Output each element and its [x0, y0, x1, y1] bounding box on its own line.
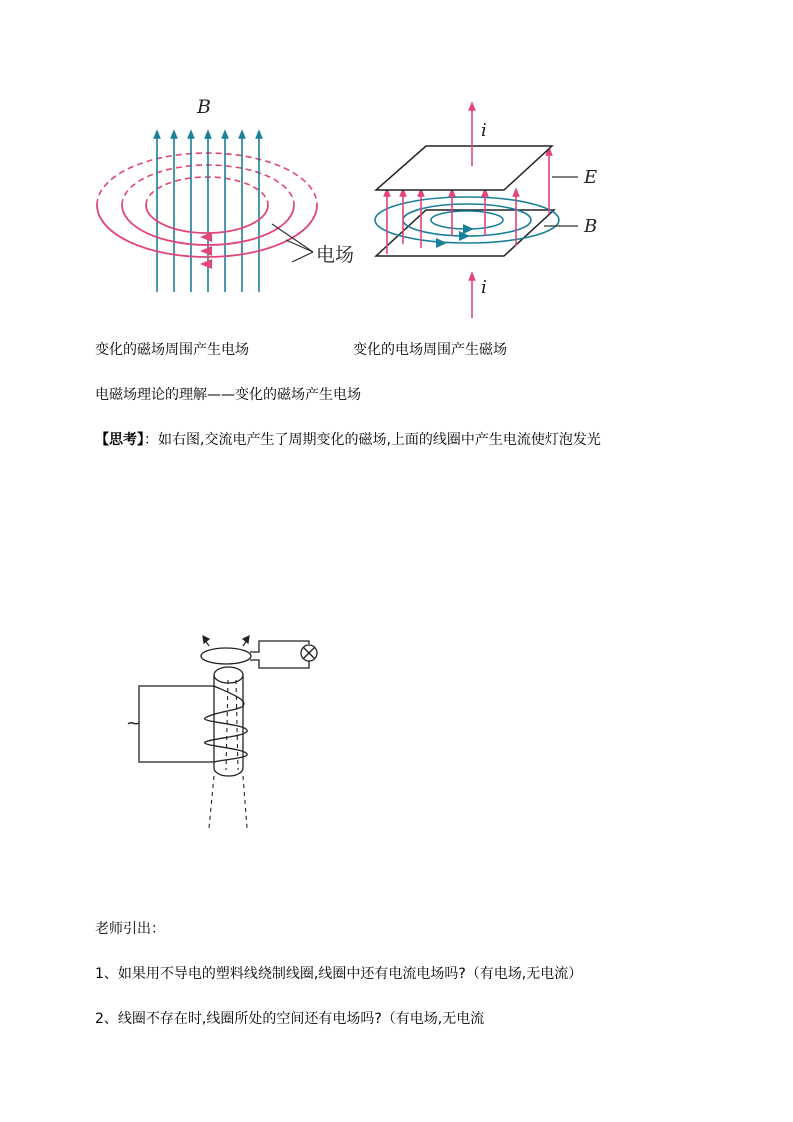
teacher-heading: 老师引出：	[95, 921, 165, 937]
label-leader-lines	[272, 224, 313, 262]
figure-changing-magnetic-field	[0, 0, 793, 320]
label-i-bottom: i	[481, 277, 487, 298]
teacher-question-1: 1、如果用不导电的塑料线绕制线圈,线圈中还有电流电场吗?（有电场,无电流）	[95, 966, 583, 982]
coil-windings	[205, 686, 248, 762]
teacher-question-2: 2、线圈不存在时,线圈所处的空间还有电场吗?（有电场,无电流	[95, 1011, 485, 1027]
label-electric-field: 电场	[316, 244, 355, 266]
lamp-icon	[301, 645, 317, 661]
think-text: ：如右图,交流电产生了周期变化的磁场,上面的线圈中产生电流使灯泡发光	[144, 432, 601, 448]
label-i-top: i	[481, 120, 487, 141]
capacitor-top-plate	[376, 146, 552, 190]
label-b-right: B	[584, 216, 598, 237]
think-tag: 【思考】	[95, 432, 144, 448]
section-title: 电磁场理论的理解——变化的磁场产生电场	[95, 387, 361, 403]
caption-right: 变化的电场周围产生磁场	[353, 342, 507, 358]
rotation-arrows	[203, 636, 249, 646]
ac-circuit	[139, 686, 214, 762]
field-loop-arrows	[200, 232, 212, 269]
lamp-circuit	[250, 641, 309, 668]
caption-left: 变化的磁场周围产生电场	[95, 342, 249, 358]
think-line	[95, 431, 601, 449]
figure-coil-lamp	[0, 620, 793, 840]
ac-symbol: ~	[126, 713, 142, 734]
pickup-coil	[201, 648, 251, 664]
label-b-left: B	[197, 96, 211, 118]
magnetic-field-lines	[157, 134, 259, 292]
core-dashed-extension	[209, 680, 247, 828]
field-loops-back	[97, 153, 317, 205]
label-e: E	[584, 167, 598, 188]
